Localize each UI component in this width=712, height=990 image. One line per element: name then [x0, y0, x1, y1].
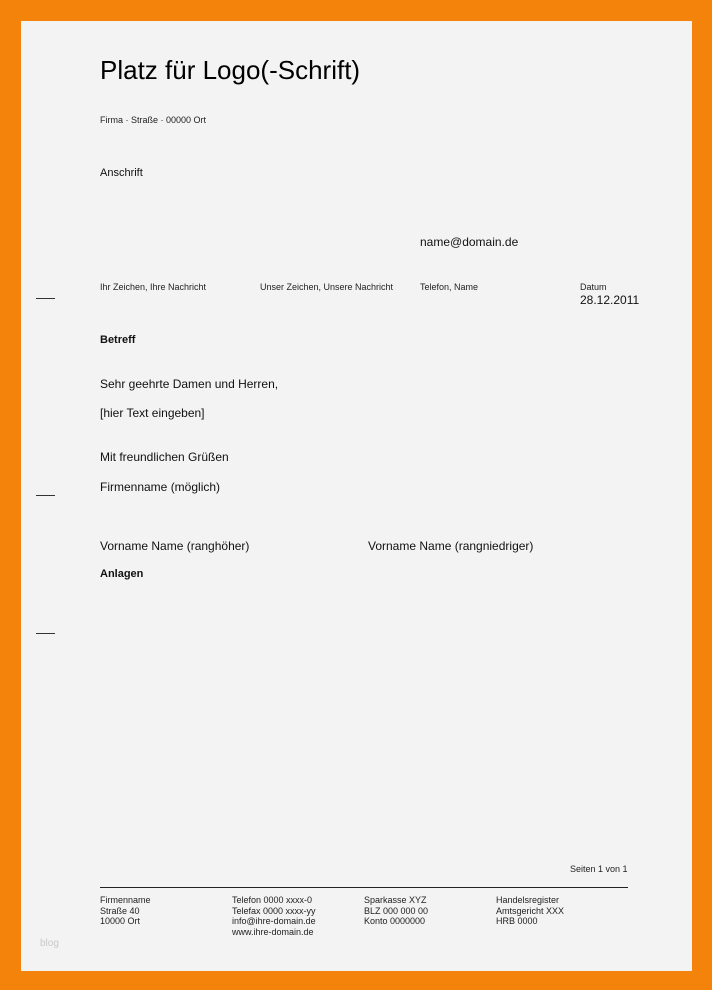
- ref-unser-zeichen: Unser Zeichen, Unsere Nachricht: [260, 282, 394, 292]
- ref-ihr-zeichen: Ihr Zeichen, Ihre Nachricht: [100, 282, 207, 292]
- footer-bank-name: Sparkasse XYZ: [364, 895, 427, 905]
- footer-blz: BLZ 000 000 00: [364, 905, 429, 916]
- salutation: Sehr geehrte Damen und Herren,: [100, 377, 279, 391]
- fold-mark-middle: [36, 495, 55, 496]
- signer-junior: Vorname Name (rangniedriger): [368, 539, 534, 553]
- email-address: name@domain.de: [420, 235, 519, 249]
- footer-register: [496, 895, 564, 927]
- footer-email: info@ihre-domain.de: [232, 916, 316, 926]
- footer-fax: Telefax 0000 xxxx-yy: [232, 905, 316, 916]
- attachments-heading: Anlagen: [100, 568, 144, 580]
- ref-telefon: Telefon, Name: [420, 282, 479, 292]
- footer-city: 10000 Ort: [100, 916, 141, 926]
- logo-placeholder: Platz für Logo(-Schrift): [100, 55, 361, 85]
- footer-street: Straße 40: [100, 905, 140, 916]
- sender-line: Firma · Straße · 00000 Ort: [100, 115, 207, 125]
- footer-hrb: HRB 0000: [496, 916, 538, 926]
- footer-register-label: Handelsregister: [496, 895, 560, 905]
- letter-page: [21, 21, 692, 971]
- address-label: Anschrift: [100, 167, 143, 179]
- ref-datum-value: 28.12.2011: [580, 293, 640, 307]
- punch-mark: [36, 633, 55, 634]
- footer-website: www.ihre-domain.de: [232, 926, 314, 937]
- company-name: Firmenname (möglich): [100, 480, 221, 494]
- footer-company-name: Firmenname: [100, 895, 151, 905]
- footer-bank: [364, 895, 428, 927]
- watermark: blog: [40, 938, 59, 949]
- footer-court: Amtsgericht XXX: [496, 905, 565, 916]
- footer-contact: [232, 895, 316, 937]
- closing: Mit freundlichen Grüßen: [100, 450, 229, 464]
- fold-mark-top: [36, 298, 55, 299]
- body-text: [hier Text eingeben]: [100, 406, 205, 420]
- footer-phone: Telefon 0000 xxxx-0: [232, 895, 313, 905]
- footer-rule: [100, 887, 628, 888]
- signer-senior: Vorname Name (ranghöher): [100, 539, 250, 553]
- footer-account: Konto 0000000: [364, 916, 426, 926]
- subject-line: Betreff: [100, 334, 136, 346]
- ref-datum-label: Datum: [580, 282, 607, 292]
- page-number: Seiten 1 von 1: [570, 864, 628, 874]
- footer-company: [100, 895, 151, 927]
